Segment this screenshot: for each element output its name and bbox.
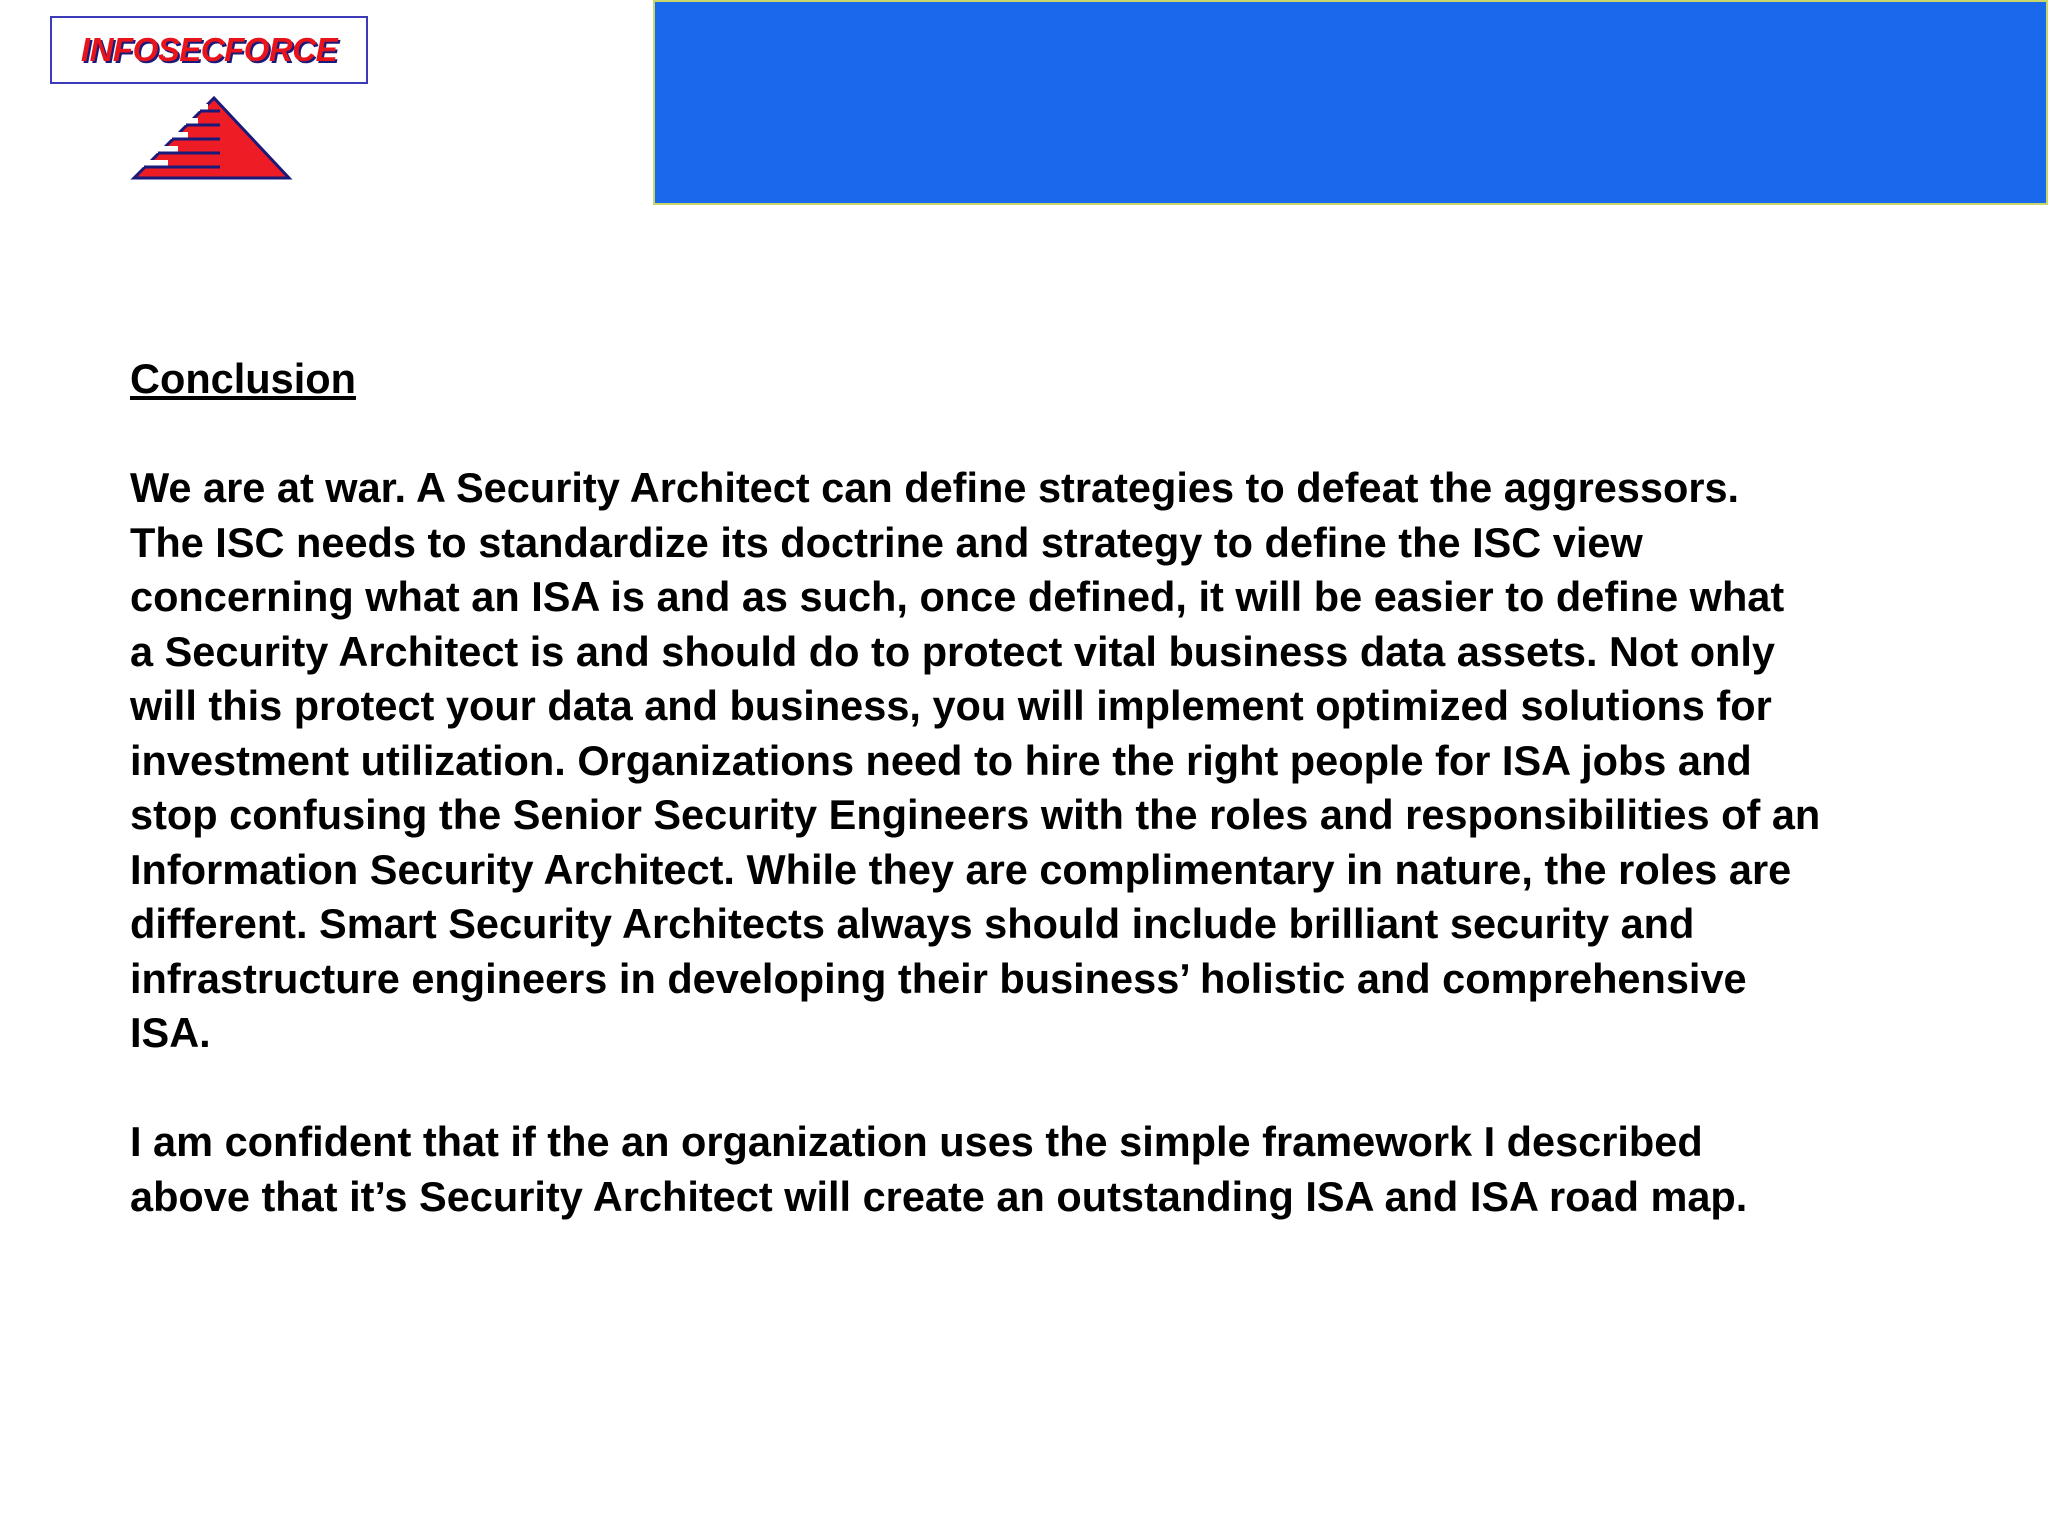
logo-box [50, 16, 368, 84]
slide-content [130, 352, 2010, 1224]
section-heading: Conclusion [130, 355, 356, 402]
conclusion-paragraph: We are at war. A Security Architect can define strategies to defeat the aggressors. The ISC needs to standardize its doctrine and strategy to define the ISC view concerning what an ISA is and as such, once defined, it will be easier to define what a Security Architect is and should do to protect vital business data assets. Not only will this protect your data and business, you will implement optimized solutions for investment utilization. Organizations need to hire the right people for ISA jobs and stop confusing the Senior Security Engineers with the roles and responsibilities of an Information Security Architect. While they are complimentary in nature, the roles are different. Smart Security Architects always should include brilliant security and infrastructure engineers in developing their business’ holistic and comprehensive ISA. [130, 464, 1821, 1056]
closing-paragraph: I am confident that if the an organization uses the simple framework I described above that it’s Security Architect will create an outstanding ISA and ISA road map. [130, 1118, 1748, 1220]
spacer [130, 407, 2010, 462]
logo-text: INFOSECFORCE [80, 31, 338, 68]
pyramid-logo-icon [124, 96, 294, 182]
spacer [130, 1061, 2010, 1116]
header-banner [653, 0, 2048, 205]
